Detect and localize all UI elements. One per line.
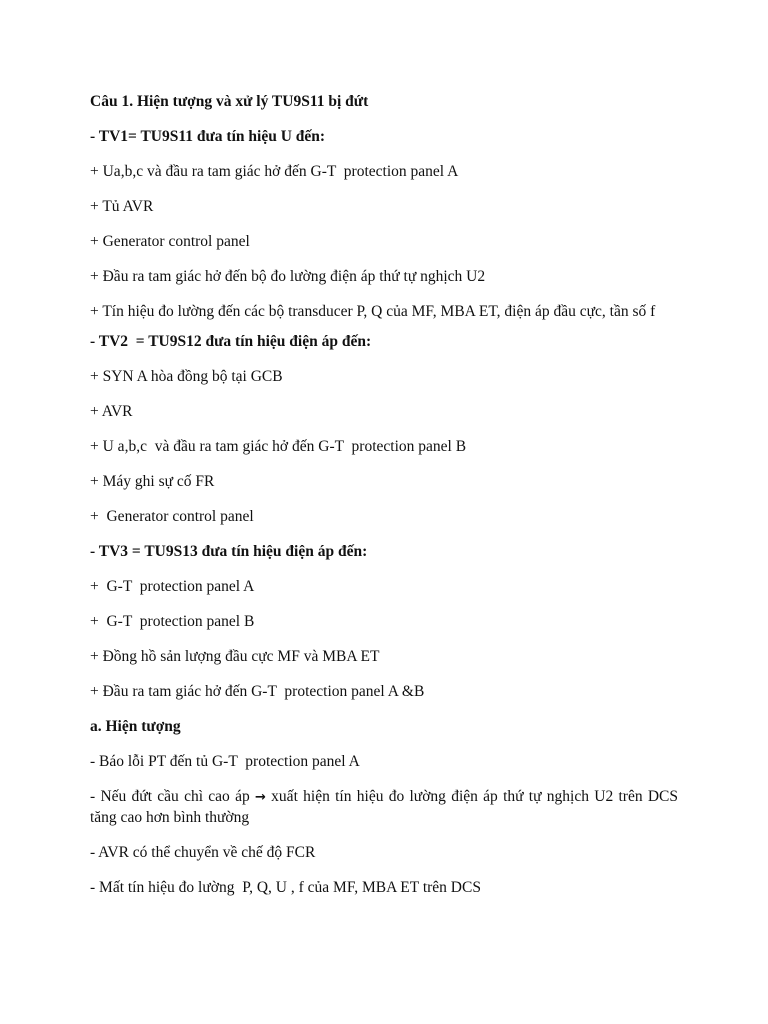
arrow-text-after: xuất hiện tín hiệu đo lường điện áp thứ tự nghịch U2 trên DCS tăng cao hơn bình thường bbox=[90, 788, 682, 826]
section-a-item: - Mất tín hiệu đo lường P, Q, U , f của MF, MBA ET trên DCS bbox=[90, 879, 481, 896]
section-a-item-arrow bbox=[90, 787, 682, 828]
tv3-item: + G-T protection panel A bbox=[90, 578, 255, 595]
document-body bbox=[90, 92, 682, 913]
arrow-text-before: - Nếu đứt cầu chì cao áp bbox=[90, 788, 255, 805]
tv2-item: + Generator control panel bbox=[90, 508, 254, 525]
tv3-heading: - TV3 = TU9S13 đưa tín hiệu điện áp đến: bbox=[90, 543, 368, 560]
right-arrow-icon: → bbox=[255, 790, 266, 805]
section-a-item: - Báo lỗi PT đến tủ G-T protection panel A bbox=[90, 753, 360, 770]
tv1-item: + Đầu ra tam giác hở đến bộ đo lường điện áp thứ tự nghịch U2 bbox=[90, 268, 486, 285]
section-a-heading: a. Hiện tượng bbox=[90, 718, 181, 735]
tv1-item: + Tủ AVR bbox=[90, 198, 154, 215]
tv1-item: + Ua,b,c và đầu ra tam giác hở đến G-T protection panel A bbox=[90, 163, 459, 180]
tv1-item: + Tín hiệu đo lường đến các bộ transducer P, Q của MF, MBA ET, điện áp đầu cực, tần số f bbox=[90, 303, 656, 320]
tv1-item: + Generator control panel bbox=[90, 233, 250, 250]
tv3-item: + Đầu ra tam giác hở đến G-T protection panel A &B bbox=[90, 683, 425, 700]
tv2-item: + U a,b,c và đầu ra tam giác hở đến G-T protection panel B bbox=[90, 438, 467, 455]
tv2-item: + Máy ghi sự cố FR bbox=[90, 473, 215, 490]
tv2-item: + SYN A hòa đồng bộ tại GCB bbox=[90, 368, 283, 385]
tv1-heading: - TV1= TU9S11 đưa tín hiệu U đến: bbox=[90, 128, 326, 145]
question-title: Câu 1. Hiện tượng và xử lý TU9S11 bị đứt bbox=[90, 93, 369, 110]
tv3-item: + G-T protection panel B bbox=[90, 613, 255, 630]
section-a-item: - AVR có thể chuyển về chế độ FCR bbox=[90, 844, 316, 861]
tv2-item: + AVR bbox=[90, 403, 133, 420]
tv3-item: + Đồng hồ sản lượng đầu cực MF và MBA ET bbox=[90, 648, 380, 665]
tv2-heading: - TV2 = TU9S12 đưa tín hiệu điện áp đến: bbox=[90, 333, 372, 350]
